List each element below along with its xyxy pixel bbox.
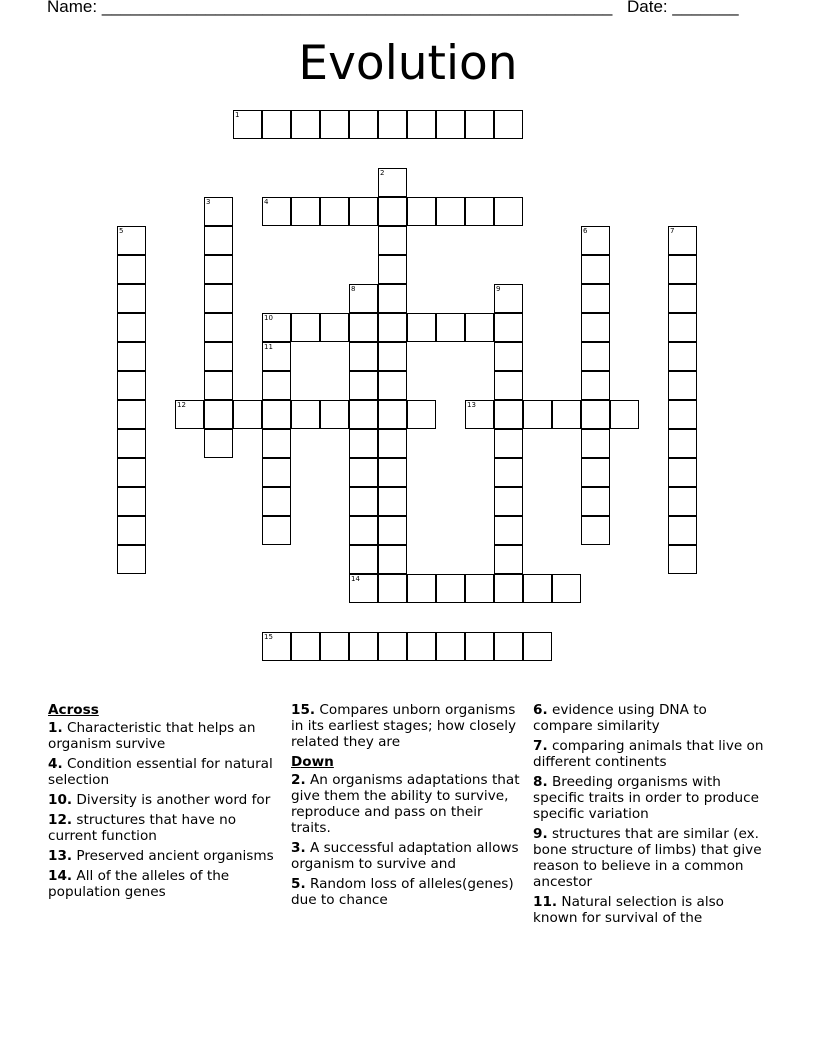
clue-across-1: 1. Characteristic that helps an organism survive: [48, 720, 256, 752]
grid-cell[interactable]: [436, 574, 465, 603]
clue-number: 4: [264, 198, 269, 206]
grid-cell[interactable]: [378, 110, 407, 139]
grid-cell[interactable]: [262, 342, 291, 371]
grid-cell[interactable]: [204, 284, 233, 313]
grid-cell[interactable]: [378, 168, 407, 197]
grid-cell[interactable]: [117, 516, 146, 545]
grid-cell[interactable]: [378, 545, 407, 574]
grid-cell[interactable]: [494, 313, 523, 342]
grid-cell[interactable]: [581, 487, 610, 516]
clue-across-13: 13. Preserved ancient organisms: [48, 848, 274, 864]
grid-cell[interactable]: [117, 429, 146, 458]
grid-cell[interactable]: [552, 574, 581, 603]
grid-cell[interactable]: [581, 313, 610, 342]
date-label: Date:: [627, 0, 668, 16]
grid-cell[interactable]: [117, 284, 146, 313]
grid-cell[interactable]: [378, 197, 407, 226]
grid-cell[interactable]: [378, 226, 407, 255]
clue-number: 14: [351, 575, 360, 583]
grid-cell[interactable]: [378, 342, 407, 371]
grid-cell[interactable]: [581, 400, 610, 429]
clue-number: 15: [264, 633, 273, 641]
grid-cell[interactable]: [494, 487, 523, 516]
clue-number: 12: [177, 401, 186, 409]
grid-cell[interactable]: [494, 371, 523, 400]
down-heading: Down: [291, 754, 334, 770]
grid-cell[interactable]: [581, 458, 610, 487]
grid-cell[interactable]: [668, 371, 697, 400]
grid-cell[interactable]: [349, 400, 378, 429]
clue-number: 11: [264, 343, 273, 351]
grid-cell[interactable]: [291, 197, 320, 226]
clue-down-8: 8. Breeding organisms with specific traits in order to produce specific variation: [533, 774, 760, 822]
grid-cell[interactable]: [378, 574, 407, 603]
clue-down-5: 5. Random loss of alleles(genes) due to chance: [291, 876, 514, 908]
grid-cell[interactable]: [349, 110, 378, 139]
clue-down-3: 3. A successful adaptation allows organism to survive and: [291, 840, 519, 872]
grid-cell[interactable]: [668, 516, 697, 545]
grid-cell[interactable]: [291, 313, 320, 342]
grid-cell[interactable]: [668, 545, 697, 574]
grid-cell[interactable]: [668, 284, 697, 313]
grid-cell[interactable]: [465, 400, 494, 429]
grid-cell[interactable]: [233, 400, 262, 429]
clue-number: 5: [119, 227, 124, 235]
grid-cell[interactable]: [204, 429, 233, 458]
grid-cell[interactable]: [407, 632, 436, 661]
grid-cell[interactable]: [262, 110, 291, 139]
clue-down-11: 11. Natural selection is also known for survival of the: [533, 894, 724, 926]
grid-cell[interactable]: [581, 284, 610, 313]
grid-cell[interactable]: [262, 516, 291, 545]
grid-cell[interactable]: [494, 197, 523, 226]
grid-cell[interactable]: [117, 371, 146, 400]
grid-cell[interactable]: [494, 545, 523, 574]
grid-cell[interactable]: [378, 313, 407, 342]
grid-cell[interactable]: [581, 226, 610, 255]
grid-cell[interactable]: [349, 458, 378, 487]
grid-cell[interactable]: [320, 313, 349, 342]
grid-cell[interactable]: [668, 400, 697, 429]
clue-down-6: 6. evidence using DNA to compare similarity: [533, 702, 707, 734]
grid-cell[interactable]: [494, 516, 523, 545]
clue-number: 8: [351, 285, 356, 293]
grid-cell[interactable]: [204, 400, 233, 429]
grid-cell[interactable]: [465, 574, 494, 603]
grid-cell[interactable]: [262, 400, 291, 429]
grid-cell[interactable]: [668, 313, 697, 342]
grid-cell[interactable]: [320, 110, 349, 139]
grid-cell[interactable]: [436, 313, 465, 342]
grid-cell[interactable]: [175, 400, 204, 429]
grid-cell[interactable]: [117, 400, 146, 429]
grid-cell[interactable]: [494, 284, 523, 313]
grid-cell[interactable]: [349, 545, 378, 574]
clue-across-4: 4. Condition essential for natural selection: [48, 756, 273, 788]
grid-cell[interactable]: [610, 400, 639, 429]
grid-cell[interactable]: [117, 342, 146, 371]
grid-cell[interactable]: [349, 429, 378, 458]
grid-cell[interactable]: [668, 458, 697, 487]
grid-cell[interactable]: [494, 110, 523, 139]
clue-number: 1: [235, 111, 240, 119]
grid-cell[interactable]: [581, 371, 610, 400]
grid-cell[interactable]: [204, 313, 233, 342]
grid-cell[interactable]: [668, 342, 697, 371]
grid-cell[interactable]: [378, 632, 407, 661]
grid-cell[interactable]: [349, 632, 378, 661]
grid-cell[interactable]: [465, 632, 494, 661]
grid-cell[interactable]: [378, 429, 407, 458]
grid-cell[interactable]: [117, 545, 146, 574]
grid-cell[interactable]: [436, 110, 465, 139]
clue-across-12: 12. structures that have no current function: [48, 812, 237, 844]
grid-cell[interactable]: [378, 516, 407, 545]
grid-cell[interactable]: [407, 400, 436, 429]
name-label: Name:: [47, 0, 98, 16]
grid-cell[interactable]: [407, 313, 436, 342]
grid-cell[interactable]: [117, 487, 146, 516]
grid-cell[interactable]: [349, 284, 378, 313]
grid-cell[interactable]: [378, 371, 407, 400]
grid-cell[interactable]: [204, 197, 233, 226]
clue-across-15: 15. Compares unborn organisms in its earliest stages; how closely related they are: [291, 702, 517, 750]
grid-cell[interactable]: [320, 197, 349, 226]
grid-cell[interactable]: [349, 487, 378, 516]
grid-cell[interactable]: [117, 255, 146, 284]
grid-cell[interactable]: [117, 226, 146, 255]
clue-number: 10: [264, 314, 273, 322]
grid-cell[interactable]: [465, 197, 494, 226]
grid-cell[interactable]: [581, 429, 610, 458]
grid-cell[interactable]: [407, 574, 436, 603]
grid-cell[interactable]: [262, 429, 291, 458]
grid-cell[interactable]: [349, 197, 378, 226]
grid-cell[interactable]: [523, 632, 552, 661]
clue-number: 6: [583, 227, 588, 235]
grid-cell[interactable]: [262, 371, 291, 400]
grid-cell[interactable]: [494, 400, 523, 429]
grid-cell[interactable]: [581, 342, 610, 371]
grid-cell[interactable]: [494, 458, 523, 487]
clue-down-7: 7. comparing animals that live on different continents: [533, 738, 764, 770]
name-line[interactable]: ______________________________________________________: [101, 0, 613, 16]
clue-down-2: 2. An organisms adaptations that give them the ability to survive, reproduce and pass on their traits.: [291, 772, 520, 836]
grid-cell[interactable]: [262, 487, 291, 516]
clue-down-9: 9. structures that are similar (ex. bone structure of limbs) that give reason to believe in a common ancestor: [533, 826, 762, 890]
clue-number: 13: [467, 401, 476, 409]
grid-cell[interactable]: [262, 458, 291, 487]
grid-cell[interactable]: [465, 313, 494, 342]
grid-cell[interactable]: [320, 632, 349, 661]
grid-cell[interactable]: [494, 574, 523, 603]
grid-cell[interactable]: [378, 458, 407, 487]
grid-cell[interactable]: [523, 574, 552, 603]
grid-cell[interactable]: [378, 284, 407, 313]
clue-number: 2: [380, 169, 385, 177]
grid-cell[interactable]: [204, 342, 233, 371]
grid-cell[interactable]: [494, 632, 523, 661]
grid-cell[interactable]: [291, 400, 320, 429]
grid-cell[interactable]: [668, 487, 697, 516]
clue-number: 9: [496, 285, 501, 293]
grid-cell[interactable]: [349, 313, 378, 342]
grid-cell[interactable]: [581, 516, 610, 545]
grid-cell[interactable]: [523, 400, 552, 429]
grid-cell[interactable]: [117, 313, 146, 342]
grid-cell[interactable]: [320, 400, 349, 429]
grid-cell[interactable]: [581, 255, 610, 284]
across-heading: Across: [48, 702, 99, 718]
clue-number: 3: [206, 198, 211, 206]
grid-cell[interactable]: [378, 487, 407, 516]
page-title: Evolution: [298, 36, 518, 91]
grid-cell[interactable]: [204, 255, 233, 284]
grid-cell[interactable]: [378, 255, 407, 284]
grid-cell[interactable]: [262, 632, 291, 661]
grid-cell[interactable]: [204, 226, 233, 255]
grid-cell[interactable]: [349, 371, 378, 400]
grid-cell[interactable]: [668, 429, 697, 458]
grid-cell[interactable]: [494, 429, 523, 458]
grid-cell[interactable]: [291, 110, 320, 139]
grid-cell[interactable]: [233, 110, 262, 139]
grid-cell[interactable]: [494, 342, 523, 371]
grid-cell[interactable]: [465, 110, 494, 139]
grid-cell[interactable]: [349, 342, 378, 371]
clue-column-3: [533, 702, 765, 930]
grid-cell[interactable]: [262, 313, 291, 342]
grid-cell[interactable]: [262, 197, 291, 226]
grid-cell[interactable]: [407, 110, 436, 139]
grid-cell[interactable]: [407, 197, 436, 226]
grid-cell[interactable]: [349, 574, 378, 603]
grid-cell[interactable]: [552, 400, 581, 429]
grid-cell[interactable]: [378, 400, 407, 429]
clue-column-2: [291, 702, 523, 912]
grid-cell[interactable]: [117, 458, 146, 487]
grid-cell[interactable]: [436, 632, 465, 661]
date-line[interactable]: _______: [672, 0, 739, 16]
grid-cell[interactable]: [204, 371, 233, 400]
grid-cell[interactable]: [349, 516, 378, 545]
grid-cell[interactable]: [291, 632, 320, 661]
clue-across-14: 14. All of the alleles of the population genes: [48, 868, 230, 900]
grid-cell[interactable]: [436, 197, 465, 226]
grid-cell[interactable]: [668, 255, 697, 284]
clue-column-1: [48, 702, 280, 904]
clue-number: 7: [670, 227, 675, 235]
grid-cell[interactable]: [668, 226, 697, 255]
clue-across-10: 10. Diversity is another word for: [48, 792, 271, 808]
